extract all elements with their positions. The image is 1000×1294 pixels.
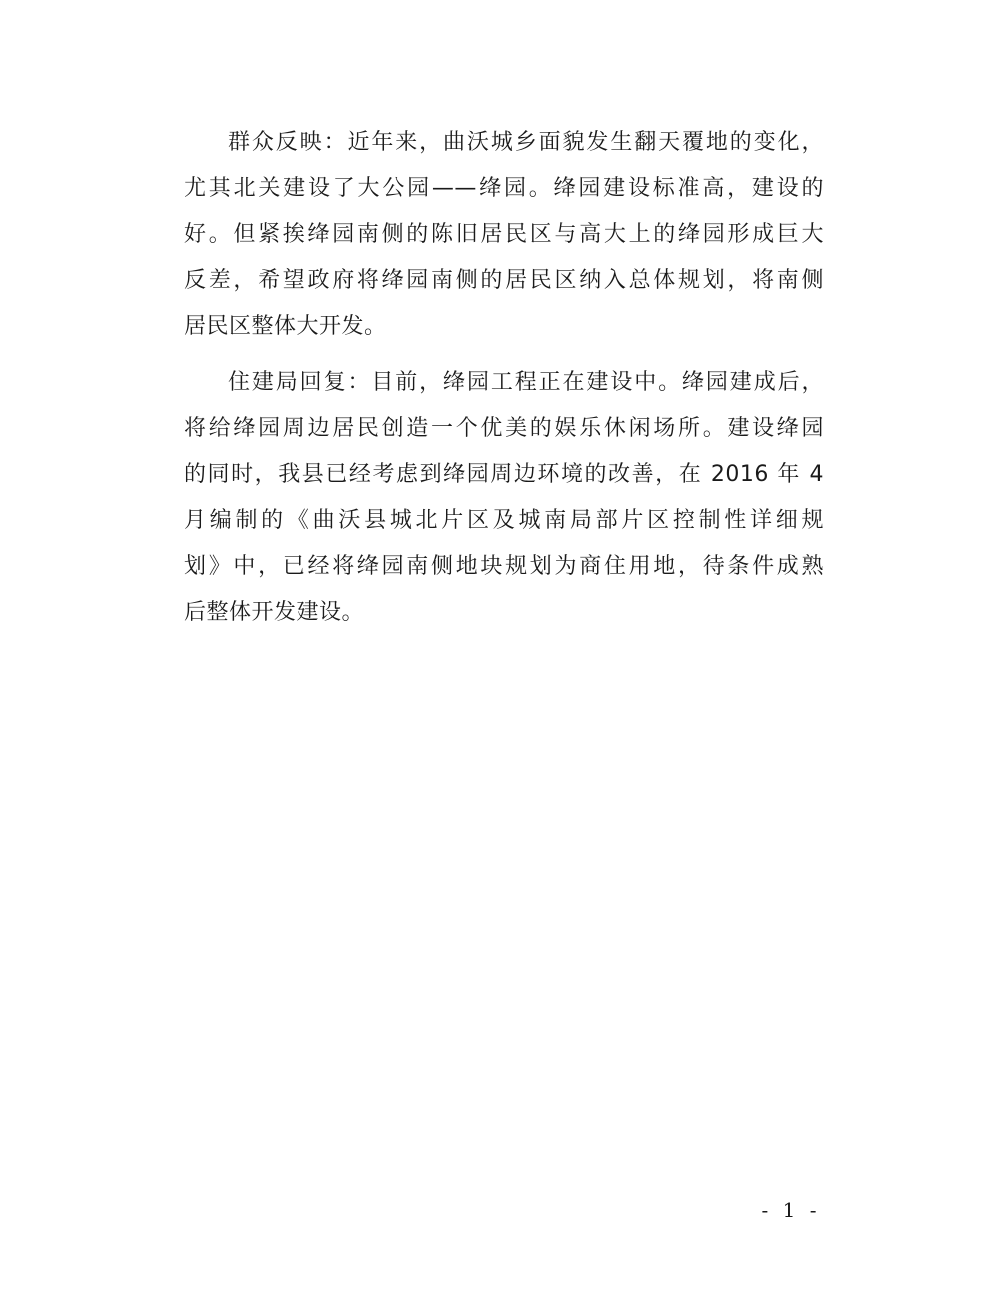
text-line: 居民区整体大开发。	[184, 314, 387, 339]
paragraph-spacer	[184, 350, 824, 360]
text-line: 群众反映：近年来，曲沃城乡面貌发生翻天覆地的变化，	[228, 130, 824, 155]
text-line: 的同时，我县已经考虑到绛园周边环境的改善，在 2016 年 4	[184, 462, 824, 487]
paragraph-public-feedback	[184, 120, 824, 350]
page-number: - 1 -	[761, 1198, 821, 1222]
text-line: 后整体开发建设。	[184, 600, 365, 625]
text-line: 好。但紧挨绛园南侧的陈旧居民区与高大上的绛园形成巨大	[184, 222, 824, 247]
text-line: 住建局回复：目前，绛园工程正在建设中。绛园建成后，	[228, 370, 824, 395]
text-line: 月编制的《曲沃县城北片区及城南局部片区控制性详细规	[184, 508, 824, 533]
document-body	[184, 120, 824, 636]
text-line: 尤其北关建设了大公园——绛园。绛园建设标准高，建设的	[184, 176, 824, 201]
text-line: 划》中，已经将绛园南侧地块规划为商住用地，待条件成熟	[184, 554, 824, 579]
text-line: 反差，希望政府将绛园南侧的居民区纳入总体规划，将南侧	[184, 268, 824, 293]
text-line: 将给绛园周边居民创造一个优美的娱乐休闲场所。建设绛园	[184, 416, 824, 441]
paragraph-bureau-reply	[184, 360, 824, 636]
